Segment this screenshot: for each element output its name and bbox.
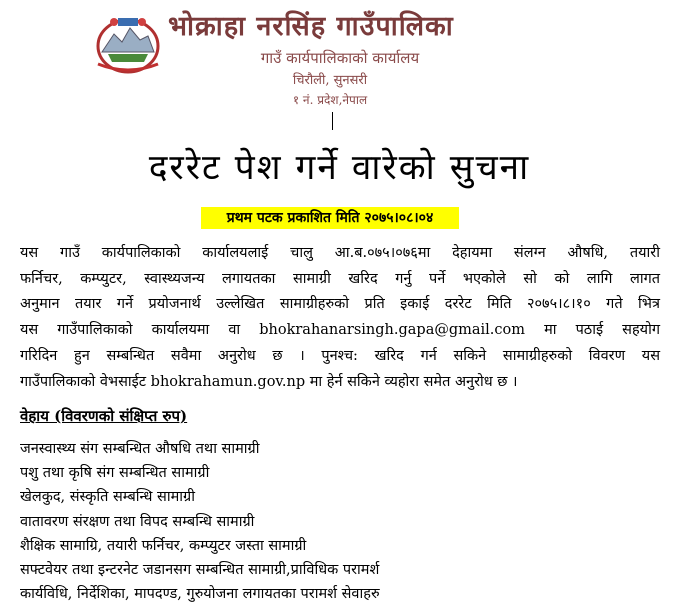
office-location: चिरौली, सुनसरी xyxy=(292,73,368,88)
body-line: यस गाउँ कार्यपालिकाको कार्यालयलाई चालु आ.ब.०७५।०७६मा देहायमा संलग्न औषधि, तयारी xyxy=(20,245,660,261)
list-item: खेलकुद, संस्कृति सम्बन्धि सामाग्री xyxy=(20,489,195,505)
office-name: गाउँ कार्यपालिकाको कार्यालय xyxy=(260,49,420,67)
organization-name: भोक्राहा नरसिंह गाउँपालिका xyxy=(168,11,454,42)
office-province: १ नं. प्रदेश,नेपाल xyxy=(292,93,368,107)
body-line: अनुमान तयार गर्ने प्रयोजनार्थ उल्लेखित सामाग्रीहरुको प्रति इकाई दररेट मिति २०७५।८।१० गते भित्र xyxy=(20,296,660,312)
list-item: पशु तथा कृषि संग सम्बन्धित सामाग्री xyxy=(20,465,210,481)
body-line: यस गाउँपालिकाको कार्यालयमा वा bhokrahanarsingh.gapa@gmail.com मा पठाई सहयोग xyxy=(20,322,660,338)
publication-date: प्रथम पटक प्रकाशित मिति २०७५।०८।०४ xyxy=(201,207,459,229)
list-item: सफ्टवेयर तथा इन्टरनेट जडानसग सम्बन्धित सामाग्री,प्राविधिक परामर्श xyxy=(20,562,380,578)
list-item: जनस्वास्थ्य संग सम्बन्धित औषधि तथा सामाग्री xyxy=(20,441,260,457)
list-item: कार्यविधि, निर्देशिका, मापदण्ड, गुरुयोजना लगायतका परामर्श सेवाहरु xyxy=(20,586,380,602)
details-heading: वेहाय (विवरणको संक्षिप्त रुप) xyxy=(20,407,188,425)
letterhead xyxy=(0,0,679,125)
government-emblem-icon xyxy=(88,12,168,76)
list-item: शैक्षिक सामाग्रि, तयारी फर्निचर, कम्प्युटर जस्ता सामाग्री xyxy=(20,538,307,554)
body-line: गाउँपालिकाको वेभसाईट bhokrahamun.gov.np मा हेर्न सकिने व्यहोरा समेत अनुरोध छ । xyxy=(20,374,518,390)
body-line: गरिदिन हुन सम्बन्धित सवैमा अनुरोध छ । पुनश्च: खरिद गर्न सकिने सामाग्रीहरुको विवरण यस xyxy=(20,348,660,364)
body-line: फर्निचर, कम्प्युटर, स्वास्थ्यजन्य लगायतका सामाग्री खरिद गर्नु पर्ने भएकोले सो को लागि लागत xyxy=(20,271,660,287)
list-item: वातावरण संरक्षण तथा विपद सम्बन्धि सामाग्री xyxy=(20,514,255,530)
notice-title: दररेट पेश गर्ने वारेको सुचना xyxy=(148,148,531,188)
text-cursor xyxy=(332,112,333,130)
